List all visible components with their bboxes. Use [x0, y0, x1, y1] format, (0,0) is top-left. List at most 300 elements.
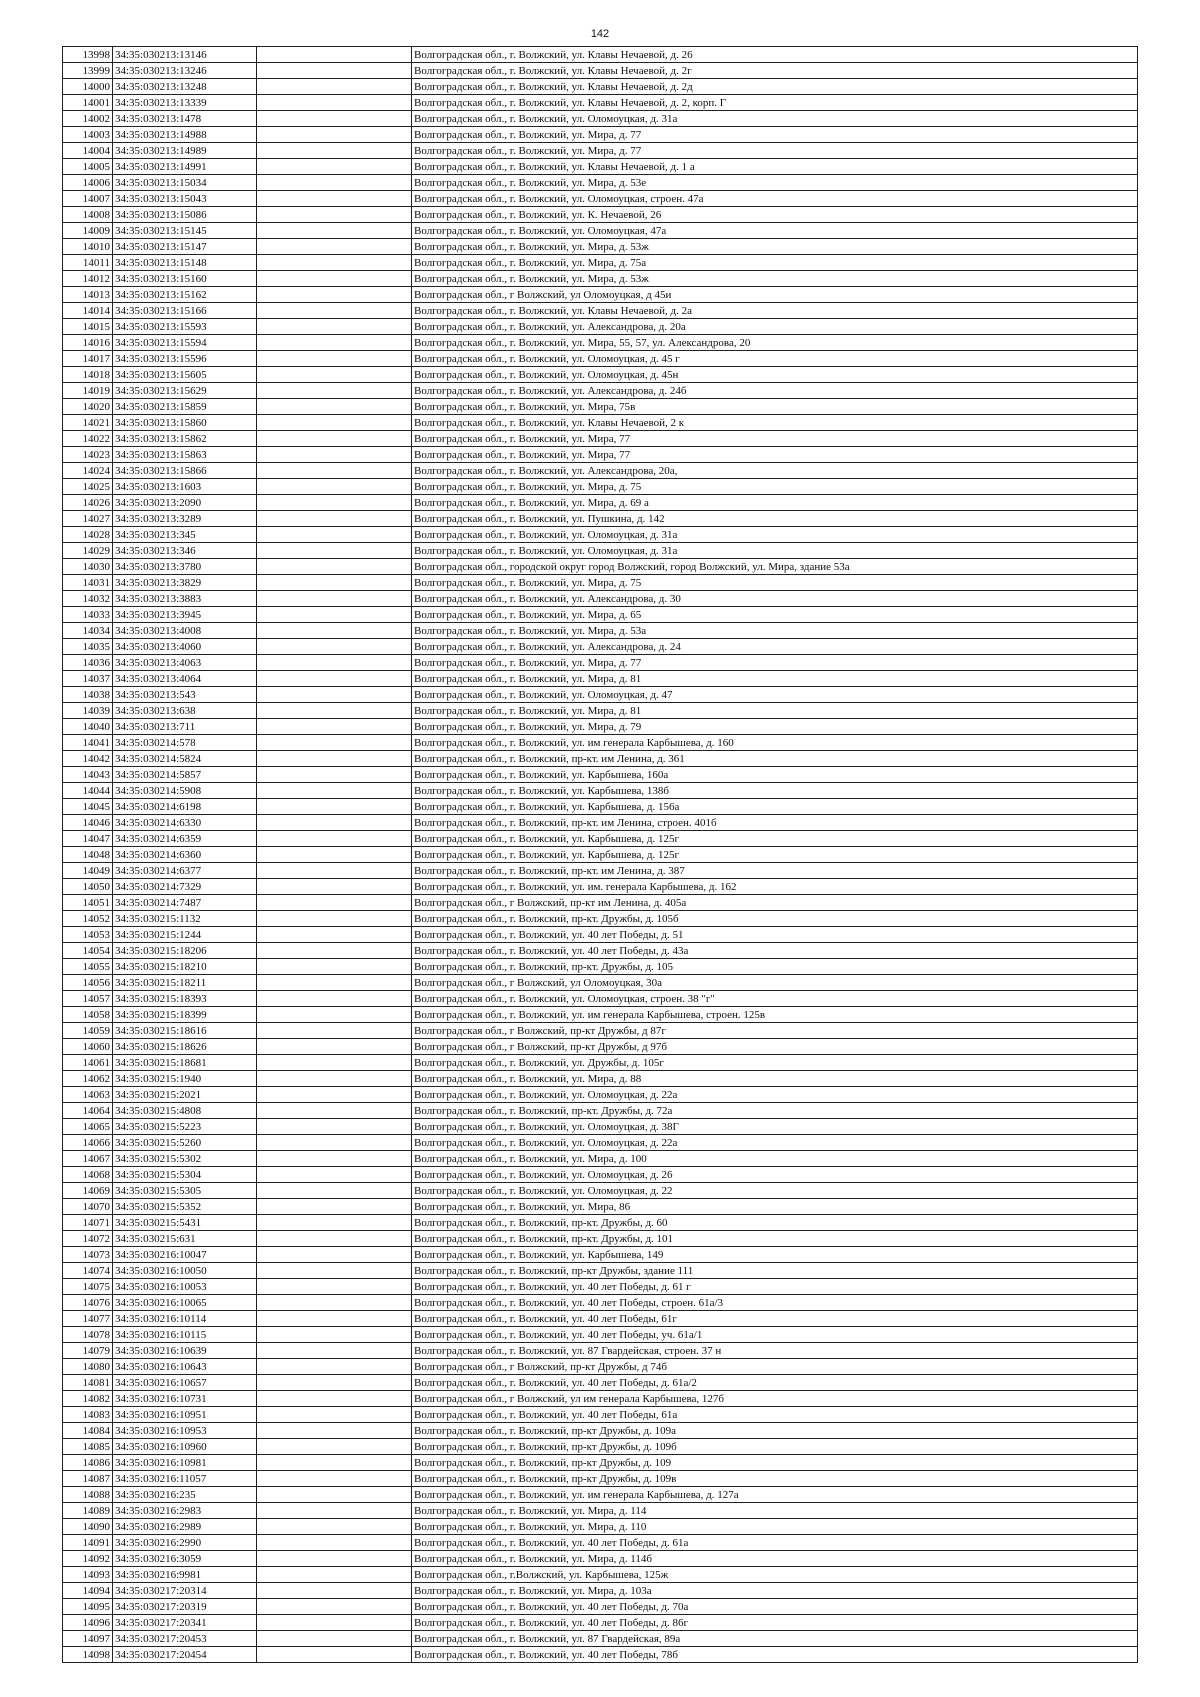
table-row: [63, 1151, 1138, 1167]
address: Волгоградская обл., г. Волжский, ул. Оломоуцкая, д. 31а: [412, 527, 1138, 543]
address: Волгоградская обл., г. Волжский, ул. Мира, д. 53ж: [412, 239, 1138, 255]
cadastral-number: 34:35:030213:638: [113, 703, 257, 719]
cadastral-number: 34:35:030214:5857: [113, 767, 257, 783]
cadastral-number: 34:35:030216:10643: [113, 1359, 257, 1375]
address: Волгоградская обл., г. Волжский, ул. 87 Гвардейская, 89а: [412, 1631, 1138, 1647]
address: Волгоградская обл., г. Волжский, ул. Дружбы, д. 105г: [412, 1055, 1138, 1071]
table-row: [63, 1263, 1138, 1279]
address: Волгоградская обл., г. Волжский, ул. Александрова, д. 30: [412, 591, 1138, 607]
cadastral-number: 34:35:030213:1603: [113, 479, 257, 495]
row-number: 14017: [63, 351, 113, 367]
table-row: [63, 687, 1138, 703]
cadastral-number: 34:35:030216:10115: [113, 1327, 257, 1343]
address: Волгоградская обл., г. Волжский, ул. Мира, д. 81: [412, 703, 1138, 719]
cadastral-number: 34:35:030215:18626: [113, 1039, 257, 1055]
address: Волгоградская обл., г. Волжский, ул. 40 лет Победы, д. 51: [412, 927, 1138, 943]
empty-cell: [257, 447, 412, 463]
cadastral-number: 34:35:030213:15043: [113, 191, 257, 207]
row-number: 14052: [63, 911, 113, 927]
empty-cell: [257, 959, 412, 975]
empty-cell: [257, 799, 412, 815]
address: Волгоградская обл., г. Волжский, ул. Мира, д. 77: [412, 655, 1138, 671]
empty-cell: [257, 463, 412, 479]
row-number: 14011: [63, 255, 113, 271]
table-row: [63, 1551, 1138, 1567]
row-number: 14047: [63, 831, 113, 847]
empty-cell: [257, 1599, 412, 1615]
row-number: 14040: [63, 719, 113, 735]
empty-cell: [257, 175, 412, 191]
address: Волгоградская обл., г. Волжский, ул. Мира, 77: [412, 447, 1138, 463]
row-number: 14035: [63, 639, 113, 655]
address: Волгоградская обл., г. Волжский, ул. Мира, д. 77: [412, 143, 1138, 159]
address: Волгоградская обл., г Волжский, ул им генерала Карбышева, 127б: [412, 1391, 1138, 1407]
address: Волгоградская обл., г. Волжский, пр-кт. Дружбы, д. 72а: [412, 1103, 1138, 1119]
row-number: 14096: [63, 1615, 113, 1631]
cadastral-number: 34:35:030215:18210: [113, 959, 257, 975]
row-number: 14080: [63, 1359, 113, 1375]
cadastral-number: 34:35:030213:15034: [113, 175, 257, 191]
cadastral-number: 34:35:030213:4008: [113, 623, 257, 639]
table-row: [63, 1247, 1138, 1263]
cadastral-number: 34:35:030217:20314: [113, 1583, 257, 1599]
cadastral-number: 34:35:030215:18211: [113, 975, 257, 991]
cadastral-number: 34:35:030213:543: [113, 687, 257, 703]
address: Волгоградская обл., г. Волжский, ул. Карбышева, д. 125г: [412, 831, 1138, 847]
row-number: 14033: [63, 607, 113, 623]
table-row: [63, 1183, 1138, 1199]
table-row: [63, 1487, 1138, 1503]
address: Волгоградская обл., г. Волжский, ул. Мира, д. 114: [412, 1503, 1138, 1519]
address: Волгоградская обл., г. Волжский, ул. 40 лет Победы, уч. 61а/1: [412, 1327, 1138, 1343]
table-row: [63, 943, 1138, 959]
empty-cell: [257, 1023, 412, 1039]
empty-cell: [257, 847, 412, 863]
cadastral-number: 34:35:030215:5352: [113, 1199, 257, 1215]
row-number: 14075: [63, 1279, 113, 1295]
cadastral-number: 34:35:030213:15863: [113, 447, 257, 463]
table-row: [63, 1439, 1138, 1455]
address: Волгоградская обл., г. Волжский, ул. 40 лет Победы, д. 86г: [412, 1615, 1138, 1631]
empty-cell: [257, 879, 412, 895]
row-number: 14063: [63, 1087, 113, 1103]
address: Волгоградская обл., г. Волжский, ул. Оломоуцкая, д. 22а: [412, 1087, 1138, 1103]
empty-cell: [257, 1327, 412, 1343]
empty-cell: [257, 911, 412, 927]
address: Волгоградская обл., г. Волжский, ул. Оломоуцкая, д. 22а: [412, 1135, 1138, 1151]
row-number: 14025: [63, 479, 113, 495]
row-number: 14050: [63, 879, 113, 895]
row-number: 14027: [63, 511, 113, 527]
table-row: [63, 751, 1138, 767]
row-number: 14028: [63, 527, 113, 543]
address: Волгоградская обл., г. Волжский, ул. Клавы Нечаевой, 2 к: [412, 415, 1138, 431]
empty-cell: [257, 1375, 412, 1391]
row-number: 14009: [63, 223, 113, 239]
empty-cell: [257, 1535, 412, 1551]
empty-cell: [257, 1631, 412, 1647]
cadastral-number: 34:35:030213:346: [113, 543, 257, 559]
cadastral-number: 34:35:030214:7329: [113, 879, 257, 895]
row-number: 14094: [63, 1583, 113, 1599]
table-row: [63, 1103, 1138, 1119]
table-row: [63, 95, 1138, 111]
address: Волгоградская обл., г. Волжский, ул. 40 лет Победы, строен. 61а/3: [412, 1295, 1138, 1311]
address: Волгоградская обл., г Волжский, ул Оломоуцкая, д 45и: [412, 287, 1138, 303]
row-number: 14067: [63, 1151, 113, 1167]
empty-cell: [257, 1471, 412, 1487]
table-row: [63, 239, 1138, 255]
empty-cell: [257, 623, 412, 639]
row-number: 14084: [63, 1423, 113, 1439]
row-number: 14091: [63, 1535, 113, 1551]
empty-cell: [257, 895, 412, 911]
cadastral-number: 34:35:030214:7487: [113, 895, 257, 911]
table-row: [63, 431, 1138, 447]
address: Волгоградская обл., г. Волжский, ул. Мира, д. 103а: [412, 1583, 1138, 1599]
row-number: 14055: [63, 959, 113, 975]
table-row: [63, 783, 1138, 799]
cadastral-number: 34:35:030216:10053: [113, 1279, 257, 1295]
table-row: [63, 847, 1138, 863]
address: Волгоградская обл., г. Волжский, ул. Оломоуцкая, д. 38Г: [412, 1119, 1138, 1135]
empty-cell: [257, 863, 412, 879]
empty-cell: [257, 431, 412, 447]
table-row: [63, 303, 1138, 319]
table-row: [63, 415, 1138, 431]
empty-cell: [257, 1007, 412, 1023]
address: Волгоградская обл., г. Волжский, пр-кт Дружбы, здание 111: [412, 1263, 1138, 1279]
row-number: 14065: [63, 1119, 113, 1135]
address: Волгоградская обл., г. Волжский, ул. Клавы Нечаевой, д. 2г: [412, 63, 1138, 79]
address: Волгоградская обл., г. Волжский, пр-кт. Дружбы, д. 105б: [412, 911, 1138, 927]
address: Волгоградская обл., г. Волжский, ул. 40 лет Победы, д. 43а: [412, 943, 1138, 959]
cadastral-number: 34:35:030216:9981: [113, 1567, 257, 1583]
row-number: 14044: [63, 783, 113, 799]
empty-cell: [257, 831, 412, 847]
row-number: 14038: [63, 687, 113, 703]
row-number: 14070: [63, 1199, 113, 1215]
table-row: [63, 207, 1138, 223]
cadastral-number: 34:35:030214:6359: [113, 831, 257, 847]
row-number: 14053: [63, 927, 113, 943]
empty-cell: [257, 543, 412, 559]
table-row: [63, 991, 1138, 1007]
cadastral-number: 34:35:030213:14988: [113, 127, 257, 143]
cadastral-number: 34:35:030216:2990: [113, 1535, 257, 1551]
address: Волгоградская обл., г.Волжский, ул. Карбышева, 125ж: [412, 1567, 1138, 1583]
cadastral-number: 34:35:030215:18393: [113, 991, 257, 1007]
empty-cell: [257, 1183, 412, 1199]
row-number: 14024: [63, 463, 113, 479]
cadastral-number: 34:35:030215:5431: [113, 1215, 257, 1231]
cadastral-number: 34:35:030213:13146: [113, 47, 257, 63]
table-row: [63, 543, 1138, 559]
cadastral-number: 34:35:030215:5260: [113, 1135, 257, 1151]
table-row: [63, 959, 1138, 975]
cadastral-number: 34:35:030213:15162: [113, 287, 257, 303]
row-number: 14003: [63, 127, 113, 143]
row-number: 14072: [63, 1231, 113, 1247]
address: Волгоградская обл., г. Волжский, ул. Мира, д. 114б: [412, 1551, 1138, 1567]
table-row: [63, 1327, 1138, 1343]
empty-cell: [257, 975, 412, 991]
cadastral-number: 34:35:030215:18616: [113, 1023, 257, 1039]
address: Волгоградская обл., г. Волжский, ул. Мира, д. 65: [412, 607, 1138, 623]
empty-cell: [257, 383, 412, 399]
table-row: [63, 175, 1138, 191]
row-number: 14036: [63, 655, 113, 671]
address: Волгоградская обл., г. Волжский, ул. Клавы Нечаевой, д. 2а: [412, 303, 1138, 319]
empty-cell: [257, 511, 412, 527]
cadastral-number: 34:35:030213:15145: [113, 223, 257, 239]
table-row: [63, 1007, 1138, 1023]
address: Волгоградская обл., г. Волжский, ул. Мира, д. 69 а: [412, 495, 1138, 511]
registry-table-body: [63, 47, 1138, 1663]
empty-cell: [257, 735, 412, 751]
address: Волгоградская обл., г. Волжский, ул. Александрова, 20а,: [412, 463, 1138, 479]
table-row: [63, 127, 1138, 143]
cadastral-number: 34:35:030213:13246: [113, 63, 257, 79]
row-number: 14049: [63, 863, 113, 879]
row-number: 14066: [63, 1135, 113, 1151]
table-row: [63, 1135, 1138, 1151]
empty-cell: [257, 479, 412, 495]
cadastral-number: 34:35:030213:15866: [113, 463, 257, 479]
row-number: 14016: [63, 335, 113, 351]
cadastral-number: 34:35:030213:3883: [113, 591, 257, 607]
table-row: [63, 527, 1138, 543]
row-number: 14082: [63, 1391, 113, 1407]
empty-cell: [257, 1279, 412, 1295]
cadastral-number: 34:35:030215:18399: [113, 1007, 257, 1023]
table-row: [63, 815, 1138, 831]
cadastral-number: 34:35:030216:235: [113, 1487, 257, 1503]
row-number: 14081: [63, 1375, 113, 1391]
cadastral-number: 34:35:030216:10639: [113, 1343, 257, 1359]
table-row: [63, 223, 1138, 239]
row-number: 14021: [63, 415, 113, 431]
cadastral-number: 34:35:030216:10065: [113, 1295, 257, 1311]
table-row: [63, 159, 1138, 175]
address: Волгоградская обл., г. Волжский, ул. Александрова, д. 24: [412, 639, 1138, 655]
row-number: 14031: [63, 575, 113, 591]
table-row: [63, 1471, 1138, 1487]
empty-cell: [257, 143, 412, 159]
table-row: [63, 895, 1138, 911]
cadastral-number: 34:35:030215:5302: [113, 1151, 257, 1167]
empty-cell: [257, 591, 412, 607]
table-row: [63, 1343, 1138, 1359]
row-number: 14085: [63, 1439, 113, 1455]
empty-cell: [257, 767, 412, 783]
row-number: 14059: [63, 1023, 113, 1039]
cadastral-number: 34:35:030215:1940: [113, 1071, 257, 1087]
address: Волгоградская обл., г. Волжский, ул. Оломоуцкая, д. 47: [412, 687, 1138, 703]
address: Волгоградская обл., г. Волжский, пр-кт. Дружбы, д. 60: [412, 1215, 1138, 1231]
row-number: 14062: [63, 1071, 113, 1087]
row-number: 14004: [63, 143, 113, 159]
row-number: 14043: [63, 767, 113, 783]
table-row: [63, 383, 1138, 399]
table-row: [63, 447, 1138, 463]
cadastral-number: 34:35:030213:15593: [113, 319, 257, 335]
empty-cell: [257, 271, 412, 287]
address: Волгоградская обл., г. Волжский, ул. Карбышева, 149: [412, 1247, 1138, 1263]
empty-cell: [257, 1551, 412, 1567]
row-number: 14006: [63, 175, 113, 191]
cadastral-number: 34:35:030213:711: [113, 719, 257, 735]
table-row: [63, 1167, 1138, 1183]
address: Волгоградская обл., городской округ город Волжский, город Волжский, ул. Мира, здание 53а: [412, 559, 1138, 575]
row-number: 14095: [63, 1599, 113, 1615]
cadastral-number: 34:35:030217:20454: [113, 1647, 257, 1663]
row-number: 14012: [63, 271, 113, 287]
cadastral-number: 34:35:030213:13248: [113, 79, 257, 95]
row-number: 14023: [63, 447, 113, 463]
empty-cell: [257, 351, 412, 367]
row-number: 14001: [63, 95, 113, 111]
row-number: 14061: [63, 1055, 113, 1071]
table-row: [63, 591, 1138, 607]
cadastral-number: 34:35:030213:4064: [113, 671, 257, 687]
empty-cell: [257, 1119, 412, 1135]
address: Волгоградская обл., г. Волжский, ул. Оломоуцкая, строен. 47а: [412, 191, 1138, 207]
cadastral-number: 34:35:030213:3289: [113, 511, 257, 527]
row-number: 14010: [63, 239, 113, 255]
empty-cell: [257, 1583, 412, 1599]
row-number: 14029: [63, 543, 113, 559]
address: Волгоградская обл., г. Волжский, пр-кт. Дружбы, д. 105: [412, 959, 1138, 975]
table-row: [63, 1615, 1138, 1631]
table-row: [63, 863, 1138, 879]
row-number: 14083: [63, 1407, 113, 1423]
address: Волгоградская обл., г. Волжский, ул. Оломоуцкая, д. 45н: [412, 367, 1138, 383]
empty-cell: [257, 1055, 412, 1071]
empty-cell: [257, 303, 412, 319]
cadastral-number: 34:35:030214:578: [113, 735, 257, 751]
row-number: 14046: [63, 815, 113, 831]
table-row: [63, 319, 1138, 335]
cadastral-number: 34:35:030213:3945: [113, 607, 257, 623]
cadastral-number: 34:35:030213:1478: [113, 111, 257, 127]
address: Волгоградская обл., г. Волжский, ул. Мира, 77: [412, 431, 1138, 447]
empty-cell: [257, 751, 412, 767]
address: Волгоградская обл., г. Волжский, ул. Клавы Нечаевой, д. 26: [412, 47, 1138, 63]
table-row: [63, 799, 1138, 815]
address: Волгоградская обл., г. Волжский, ул. 40 лет Победы, 78б: [412, 1647, 1138, 1663]
address: Волгоградская обл., г. Волжский, ул. Мира, д. 53е: [412, 175, 1138, 191]
cadastral-number: 34:35:030213:4060: [113, 639, 257, 655]
empty-cell: [257, 1343, 412, 1359]
row-number: 14097: [63, 1631, 113, 1647]
cadastral-number: 34:35:030214:6360: [113, 847, 257, 863]
address: Волгоградская обл., г. Волжский, пр-кт Дружбы, д. 109б: [412, 1439, 1138, 1455]
cadastral-number: 34:35:030216:10731: [113, 1391, 257, 1407]
table-row: [63, 47, 1138, 63]
table-row: [63, 63, 1138, 79]
row-number: 14058: [63, 1007, 113, 1023]
row-number: 14048: [63, 847, 113, 863]
cadastral-number: 34:35:030215:2021: [113, 1087, 257, 1103]
address: Волгоградская обл., г. Волжский, ул. Мира, 75в: [412, 399, 1138, 415]
empty-cell: [257, 927, 412, 943]
table-row: [63, 1535, 1138, 1551]
empty-cell: [257, 1647, 412, 1663]
cadastral-number: 34:35:030213:15860: [113, 415, 257, 431]
address: Волгоградская обл., г. Волжский, ул. Мира, д. 75: [412, 575, 1138, 591]
empty-cell: [257, 1503, 412, 1519]
empty-cell: [257, 687, 412, 703]
empty-cell: [257, 367, 412, 383]
row-number: 14014: [63, 303, 113, 319]
row-number: 14015: [63, 319, 113, 335]
table-row: [63, 735, 1138, 751]
empty-cell: [257, 703, 412, 719]
address: Волгоградская обл., г. Волжский, ул. им генерала Карбышева, строен. 125в: [412, 1007, 1138, 1023]
empty-cell: [257, 63, 412, 79]
table-row: [63, 639, 1138, 655]
table-row: [63, 1631, 1138, 1647]
empty-cell: [257, 159, 412, 175]
row-number: 14018: [63, 367, 113, 383]
empty-cell: [257, 527, 412, 543]
table-row: [63, 655, 1138, 671]
empty-cell: [257, 335, 412, 351]
row-number: 14030: [63, 559, 113, 575]
cadastral-number: 34:35:030217:20319: [113, 1599, 257, 1615]
cadastral-number: 34:35:030213:15086: [113, 207, 257, 223]
empty-cell: [257, 1391, 412, 1407]
address: Волгоградская обл., г. Волжский, ул. 40 лет Победы, д. 61а: [412, 1535, 1138, 1551]
cadastral-number: 34:35:030213:15160: [113, 271, 257, 287]
empty-cell: [257, 1455, 412, 1471]
cadastral-number: 34:35:030214:5824: [113, 751, 257, 767]
row-number: 14098: [63, 1647, 113, 1663]
address: Волгоградская обл., г. Волжский, ул. Клавы Нечаевой, д. 2д: [412, 79, 1138, 95]
address: Волгоградская обл., г. Волжский, ул. им генерала Карбышева, д. 160: [412, 735, 1138, 751]
address: Волгоградская обл., г. Волжский, ул. Мира, 55, 57, ул. Александрова, 20: [412, 335, 1138, 351]
table-row: [63, 479, 1138, 495]
empty-cell: [257, 607, 412, 623]
empty-cell: [257, 255, 412, 271]
row-number: 14079: [63, 1343, 113, 1359]
cadastral-number: 34:35:030213:15629: [113, 383, 257, 399]
table-row: [63, 1087, 1138, 1103]
address: Волгоградская обл., г. Волжский, пр-кт. им Ленина, д. 387: [412, 863, 1138, 879]
cadastral-number: 34:35:030217:20453: [113, 1631, 257, 1647]
address: Волгоградская обл., г Волжский, пр-кт Дружбы, д 74б: [412, 1359, 1138, 1375]
row-number: 14064: [63, 1103, 113, 1119]
cadastral-number: 34:35:030214:5908: [113, 783, 257, 799]
address: Волгоградская обл., г. Волжский, ул. Оломоуцкая, д. 31а: [412, 543, 1138, 559]
table-row: [63, 767, 1138, 783]
cadastral-number: 34:35:030214:6377: [113, 863, 257, 879]
cadastral-number: 34:35:030213:2090: [113, 495, 257, 511]
empty-cell: [257, 223, 412, 239]
empty-cell: [257, 1231, 412, 1247]
empty-cell: [257, 783, 412, 799]
row-number: 14088: [63, 1487, 113, 1503]
table-row: [63, 1375, 1138, 1391]
table-row: [63, 255, 1138, 271]
address: Волгоградская обл., г. Волжский, ул. Мира, д. 53ж: [412, 271, 1138, 287]
table-row: [63, 511, 1138, 527]
table-row: [63, 1311, 1138, 1327]
cadastral-number: 34:35:030215:631: [113, 1231, 257, 1247]
address: Волгоградская обл., г. Волжский, ул. Карбышева, д. 125г: [412, 847, 1138, 863]
empty-cell: [257, 719, 412, 735]
